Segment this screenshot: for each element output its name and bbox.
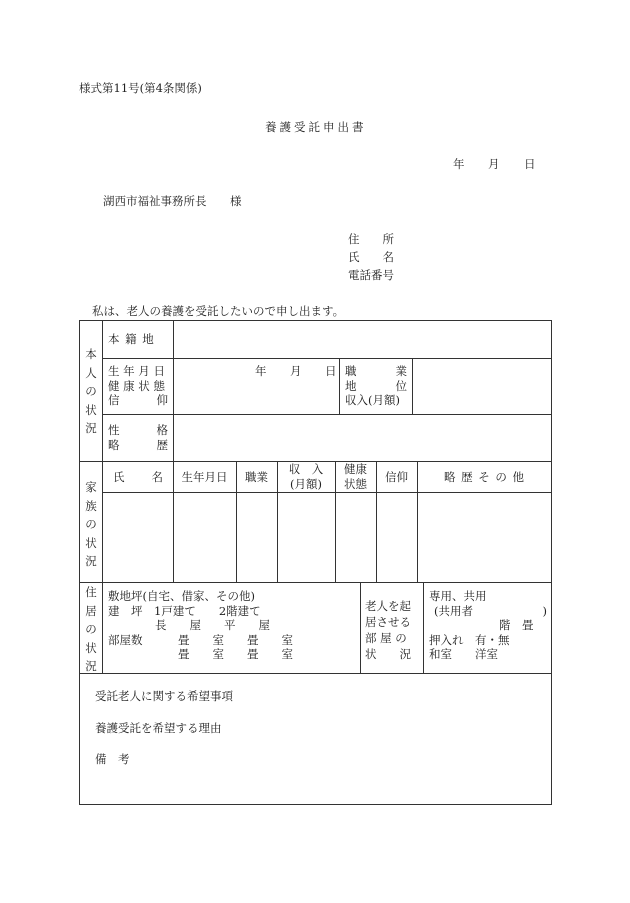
document-title: 養護受託申出書 bbox=[265, 120, 367, 134]
row-line bbox=[102, 414, 552, 415]
section-line bbox=[80, 582, 552, 583]
self-section-label: 本 人 の 状 況 bbox=[85, 347, 97, 435]
applicant-address-label: 住 所 bbox=[348, 232, 394, 246]
family-header-faith: 信仰 bbox=[385, 470, 408, 484]
col-line bbox=[173, 321, 174, 582]
applicant-name-label: 氏 名 bbox=[348, 250, 394, 264]
family-header-health: 健康 状態 bbox=[344, 462, 367, 491]
elderly-room-details: 専用、共用 (共用者 ) 階 畳 押入れ 有・無 和室 洋室 bbox=[429, 589, 547, 661]
row-line bbox=[102, 492, 552, 493]
applicant-phone-label: 電話番号 bbox=[348, 268, 394, 282]
col-line bbox=[360, 582, 361, 673]
elderly-room-label: 老人を起 居させる 部 屋 の 状 況 bbox=[365, 599, 411, 661]
notes-wishes: 受託老人に関する希望事項 bbox=[95, 689, 233, 703]
col-line bbox=[339, 358, 340, 414]
family-header-income: 収 入 (月額) bbox=[288, 462, 324, 491]
date-year: 年 bbox=[453, 157, 465, 171]
application-table bbox=[79, 320, 552, 805]
family-header-name: 氏 名 bbox=[113, 470, 163, 484]
notes-reason: 養護受託を希望する理由 bbox=[95, 721, 222, 735]
occupation-position-income-labels: 職 業 地 位 収入(月額) bbox=[345, 364, 407, 407]
personality-history-labels: 性 格 略 歴 bbox=[108, 423, 168, 452]
birth-month: 月 bbox=[290, 364, 302, 378]
family-header-birth: 生年月日 bbox=[181, 470, 228, 484]
notes-remarks: 備 考 bbox=[95, 752, 130, 766]
col-line bbox=[412, 358, 413, 414]
family-header-job: 職業 bbox=[245, 470, 268, 484]
birth-year: 年 bbox=[255, 364, 267, 378]
col-line bbox=[423, 582, 424, 673]
col-line bbox=[102, 321, 103, 673]
birth-health-faith-labels: 生 年 月 日 健 康 状 態 信 仰 bbox=[108, 364, 168, 407]
date-month: 月 bbox=[488, 157, 500, 171]
statement: 私は、老人の養護を受託したいので申し出ます。 bbox=[92, 304, 345, 318]
row-line bbox=[102, 358, 552, 359]
family-section-label: 家 族 の 状 況 bbox=[85, 480, 97, 568]
section-line bbox=[80, 673, 552, 674]
birth-day: 日 bbox=[325, 364, 337, 378]
addressee: 湖西市福祉事務所長 bbox=[103, 194, 207, 208]
residence-details: 敷地坪(自宅、借家、その他) 建 坪 1戸建て 2階建て 長 屋 平 屋 部屋数 畳 室 畳 室 畳 室 畳 室 bbox=[108, 589, 293, 661]
residence-section-label: 住 居 の 状 況 bbox=[85, 585, 97, 673]
date-day: 日 bbox=[524, 157, 536, 171]
family-header-history: 略 歴 そ の 他 bbox=[443, 470, 526, 484]
form-number: 様式第11号(第4条関係) bbox=[79, 81, 202, 95]
honseki-label: 本 籍 地 bbox=[108, 332, 155, 346]
honorific: 様 bbox=[230, 194, 242, 208]
